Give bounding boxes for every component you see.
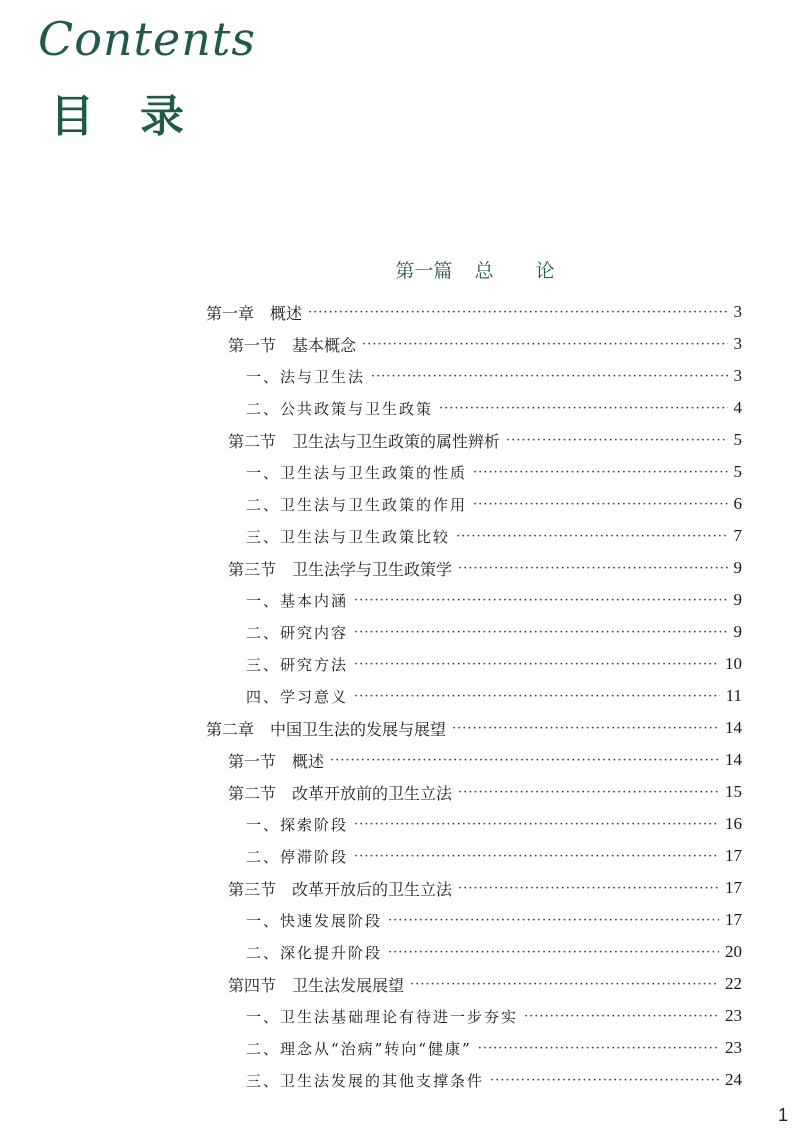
dot-leader — [473, 465, 727, 480]
toc-entry-page: 14 — [725, 718, 742, 737]
toc-entry-page: 3 — [733, 366, 742, 385]
dot-leader — [452, 721, 719, 736]
toc-entry-label: 第二节 改革开放前的卫生立法 — [228, 783, 453, 803]
dot-leader — [354, 849, 719, 864]
toc-entry-label: 第二章 中国卫生法的发展与展望 — [206, 719, 447, 739]
toc-entry-label: 二、理念从“治病”转向“健康” — [246, 1039, 472, 1058]
toc-entry-label: 第二节 卫生法与卫生政策的属性辨析 — [228, 431, 501, 451]
dot-leader — [439, 401, 727, 416]
toc-entry[interactable] — [206, 840, 742, 872]
toc-entry-label: 一、卫生法基础理论有待进一步夯实 — [246, 1007, 519, 1026]
dot-leader — [506, 433, 727, 448]
toc-entry[interactable] — [206, 392, 742, 424]
dot-leader — [456, 529, 727, 544]
part-title — [0, 256, 800, 283]
dot-leader — [458, 561, 727, 576]
toc-entry-label: 一、快速发展阶段 — [246, 911, 383, 930]
dot-leader — [490, 1073, 719, 1088]
toc-entry-label: 二、卫生法与卫生政策的作用 — [246, 495, 468, 514]
toc-heading: 目录 — [50, 91, 230, 142]
dot-leader — [330, 753, 719, 768]
toc-entry-page: 23 — [725, 1038, 742, 1057]
dot-leader — [458, 785, 719, 800]
toc-entry-page: 11 — [725, 686, 742, 705]
toc-entry-label: 二、停滞阶段 — [246, 847, 349, 866]
toc-entry-label: 第四节 卫生法发展展望 — [228, 975, 405, 995]
dot-leader — [362, 337, 727, 352]
toc-entry[interactable] — [206, 488, 742, 520]
toc-entry-label: 三、卫生法发展的其他支撑条件 — [246, 1071, 485, 1090]
toc-entry[interactable] — [206, 616, 742, 648]
part-prefix: 第一篇 — [395, 260, 453, 282]
dot-leader — [478, 1041, 719, 1056]
toc-entry-page: 24 — [725, 1070, 742, 1089]
toc-entry[interactable] — [206, 744, 742, 776]
toc-entry[interactable] — [206, 360, 742, 392]
toc-entry-page: 9 — [733, 622, 742, 641]
toc-entry-label: 第一章 概述 — [206, 303, 303, 323]
toc-entry-page: 17 — [725, 846, 742, 865]
toc-entry-page: 3 — [733, 334, 742, 353]
dot-leader — [458, 881, 719, 896]
toc-entry-page: 17 — [725, 878, 742, 897]
toc-entry-page: 10 — [725, 654, 742, 673]
toc-entry[interactable] — [206, 424, 742, 456]
dot-leader — [371, 369, 727, 384]
dot-leader — [388, 913, 719, 928]
toc-entry[interactable] — [206, 1064, 742, 1096]
dot-leader — [354, 625, 727, 640]
toc-entry-page: 9 — [733, 590, 742, 609]
toc-entry-label: 三、卫生法与卫生政策比较 — [246, 527, 451, 546]
toc-entry-page: 5 — [733, 462, 742, 481]
part-title-b: 论 — [535, 260, 555, 282]
toc-entry-page: 23 — [725, 1006, 742, 1025]
toc-entry-label: 一、卫生法与卫生政策的性质 — [246, 463, 468, 482]
toc-entry-label: 第一节 基本概念 — [228, 335, 357, 355]
toc-entry[interactable] — [206, 520, 742, 552]
toc-entry-label: 一、法与卫生法 — [246, 367, 366, 386]
toc-entry-page: 3 — [733, 302, 742, 321]
dot-leader — [410, 977, 719, 992]
toc-entry-label: 一、基本内涵 — [246, 591, 349, 610]
dot-leader — [354, 817, 719, 832]
dot-leader — [354, 657, 719, 672]
toc-entry[interactable] — [206, 1000, 742, 1032]
page-number: 1 — [777, 1105, 788, 1125]
toc-entry[interactable] — [206, 1032, 742, 1064]
toc-entry[interactable] — [206, 648, 742, 680]
toc-entry[interactable] — [206, 872, 742, 904]
toc-entry[interactable] — [206, 456, 742, 488]
toc-entry-page: 22 — [725, 974, 742, 993]
contents-script-title: Contents — [38, 12, 256, 66]
dot-leader — [354, 593, 727, 608]
toc-entry-page: 16 — [725, 814, 742, 833]
part-title-a: 总 — [474, 260, 494, 282]
table-of-contents — [206, 296, 742, 1096]
toc-entry-label: 三、研究方法 — [246, 655, 349, 674]
toc-entry-label: 四、学习意义 — [246, 687, 349, 706]
toc-entry[interactable] — [206, 680, 742, 712]
dot-leader — [524, 1009, 719, 1024]
toc-entry-page: 14 — [725, 750, 742, 769]
toc-entry-page: 4 — [733, 398, 742, 417]
toc-entry-label: 二、深化提升阶段 — [246, 943, 383, 962]
toc-entry[interactable] — [206, 712, 742, 744]
toc-entry[interactable] — [206, 936, 742, 968]
toc-entry-page: 5 — [733, 430, 742, 449]
toc-entry-label: 第三节 卫生法学与卫生政策学 — [228, 559, 453, 579]
toc-entry-label: 第一节 概述 — [228, 751, 325, 771]
dot-leader — [354, 689, 720, 704]
toc-entry[interactable] — [206, 296, 742, 328]
toc-entry-page: 17 — [725, 910, 742, 929]
toc-entry-page: 15 — [725, 782, 742, 801]
toc-entry[interactable] — [206, 904, 742, 936]
toc-entry-label: 一、探索阶段 — [246, 815, 349, 834]
toc-entry-label: 第三节 改革开放后的卫生立法 — [228, 879, 453, 899]
toc-entry-page: 6 — [733, 494, 742, 513]
toc-entry[interactable] — [206, 968, 742, 1000]
toc-entry[interactable] — [206, 808, 742, 840]
toc-entry-page: 20 — [725, 942, 742, 961]
toc-entry[interactable] — [206, 584, 742, 616]
dot-leader — [473, 497, 727, 512]
toc-entry-label: 二、研究内容 — [246, 623, 349, 642]
toc-entry[interactable] — [206, 776, 742, 808]
toc-entry[interactable] — [206, 328, 742, 360]
toc-entry[interactable] — [206, 552, 742, 584]
toc-entry-page: 9 — [733, 558, 742, 577]
dot-leader — [308, 305, 727, 320]
dot-leader — [388, 945, 719, 960]
toc-entry-page: 7 — [733, 526, 742, 545]
toc-entry-label: 二、公共政策与卫生政策 — [246, 399, 434, 418]
